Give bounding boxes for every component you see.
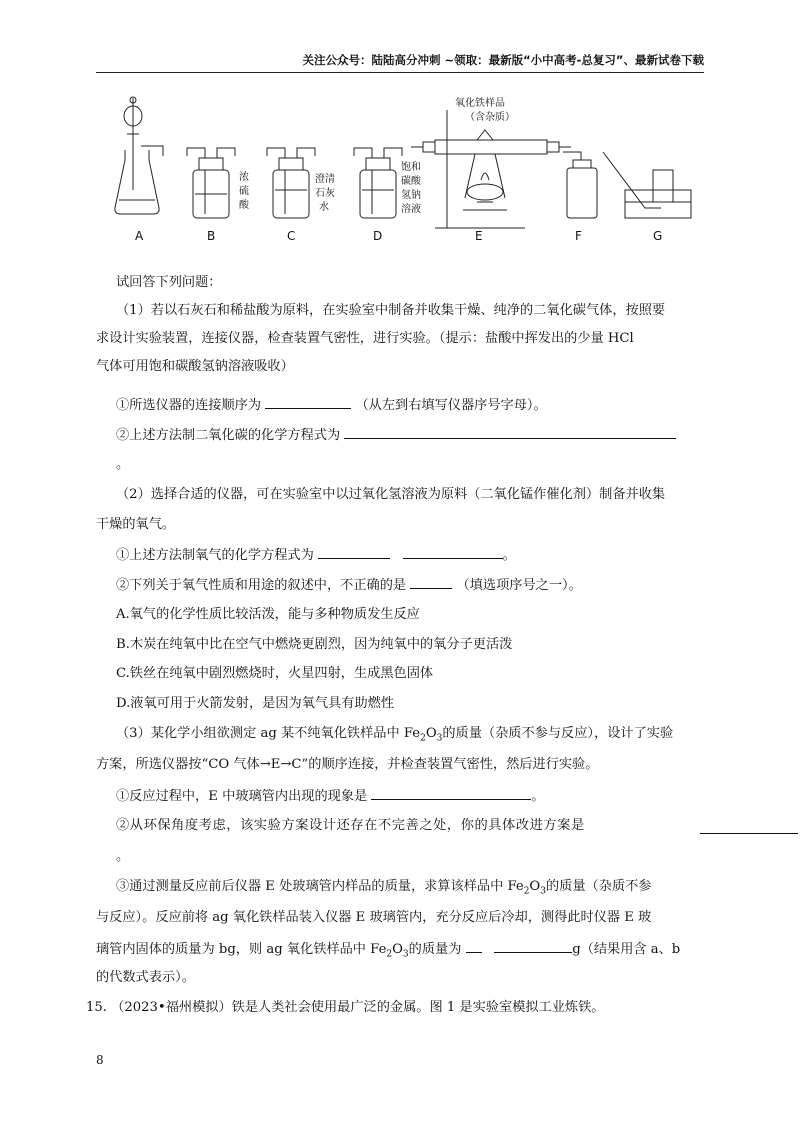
text-line: 气体可用饱和碳酸氢钠溶液吸收） [96,359,294,374]
reagent-d-1: 饱和 [401,162,421,173]
answer-blank[interactable] [494,939,572,953]
reagent-b-2: 硫 [239,186,249,197]
question-2-2: ②下列关于氧气性质和用途的叙述中，不正确的是 （填选项序号之一）。 [116,575,582,596]
question-15: 15. （2023•福州模拟）铁是人类社会使用最广泛的金属。图 1 是实验室模拟工业炼铁。 [86,1000,605,1015]
option-a: A.氧气的化学性质比较活泼，能与多种物质发生反应 [116,607,420,622]
text-line: 。 [116,849,130,864]
answer-blank[interactable] [371,786,531,800]
answer-blank[interactable] [410,575,452,589]
answer-blank[interactable] [700,820,798,834]
question-3-3: ③通过测量反应前后仪器 E 处玻璃管内样品的质量，求算该样品中 $Fe_2O_3$的质量（杂质不参 [116,879,652,897]
reagent-c-1: 澄清 [315,174,335,185]
label-b: B [207,229,216,243]
apparatus-diagram [105,90,715,250]
apparatus-f [563,152,597,218]
page-header: 关注公众号：陆陆高分冲刺 ~领取：最新版“小中高考-总复习”、最新试卷下载 [302,53,704,67]
text-line: 与反应）。反应前将 ag 氧化铁样品装入仪器 E 玻璃管内，充分反应后冷却，测得此时仪器 E 玻 [96,910,652,925]
answer-blank[interactable] [344,425,676,439]
reagent-b-1: 浓 [239,172,249,183]
reagent-e-2: （含杂质） [465,112,515,123]
question-1-intro: （1）若以石灰石和稀盐酸为原料，在实验室中制备并收集干燥、纯净的二氧化碳气体，按照要 [116,303,666,318]
reagent-d-4: 溶液 [401,204,421,215]
text-line: 试回答下列问题： [116,275,222,290]
reagent-b-3: 酸 [239,200,249,211]
reagent-d-2: 碳酸 [401,176,421,187]
label-d: D [373,229,383,243]
reagent-c-3: 水 [319,202,329,213]
apparatus-g [603,152,691,218]
header-rule [96,72,704,73]
label-c: C [287,229,296,243]
answer-blank[interactable] [265,395,351,409]
apparatus-d [354,148,402,218]
option-d: D.液氧可用于火箭发射，是因为氧气具有助燃性 [116,696,395,711]
text-line: 的代数式表示）。 [96,970,195,985]
apparatus-c [267,148,315,218]
question-2-1: ①上述方法制氧气的化学方程式为 。 [116,545,516,566]
label-g: G [653,229,663,243]
text-line: 求设计实验装置，连接仪器，检查装置气密性，进行实验。（提示：盐酸中挥发出的少量 HCl [96,331,634,346]
question-1-1: ①所选仪器的连接顺序为 （从左到右填写仪器序号字母）。 [116,395,547,416]
reagent-c-2: 石灰 [315,188,335,199]
reagent-e-1: 氧化铁样品 [455,98,505,109]
reagent-d-3: 氢钠 [401,190,421,201]
question-2-intro: （2）选择合适的仪器，可在实验室中以过氧化氢溶液为原料（二氧化锰作催化剂）制备并收集 [116,487,666,502]
question-3-1: ①反应过程中，E 中玻璃管内出现的现象是 。 [116,786,545,807]
text-line: 璃管内固体的质量为 bg，则 ag 氧化铁样品中 $Fe_2O_3$的质量为 g（结果用含 a、b [96,939,680,965]
option-c: C.铁丝在纯氧中剧烈燃烧时，火星四射，生成黑色固体 [116,666,434,681]
answer-blank[interactable] [403,545,503,559]
answer-blank[interactable] [318,545,390,559]
question-3-2: ②从环保角度考虑，该实验方案设计还存在不完善之处，你的具体改进方案是 [116,818,585,833]
apparatus-figure [105,90,715,250]
label-a: A [135,229,144,243]
apparatus-b [187,148,235,218]
apparatus-e [411,110,571,228]
page-number: 8 [96,1053,104,1067]
label-f: F [575,229,582,243]
option-b: B.木炭在纯氧中比在空气中燃烧更剧烈，因为纯氧中的氧分子更活泼 [116,637,513,652]
question-1-2: ②上述方法制二氧化碳的化学方程式为 [116,425,676,446]
label-e: E [475,229,483,243]
apparatus-a [115,97,163,214]
text-line: 方案，所选仪器按“CO 气体→E→C”的顺序连接，并检查装置气密性，然后进行实验。 [96,757,599,772]
answer-blank[interactable] [466,939,482,953]
question-3-intro: （3）某化学小组欲测定 ag 某不纯氧化铁样品中 $Fe_2O_3$的质量（杂质不参与反应），设计了实验 [116,726,674,744]
text-line: 干燥的氧气。 [96,517,176,532]
text-line: 。 [116,457,130,472]
